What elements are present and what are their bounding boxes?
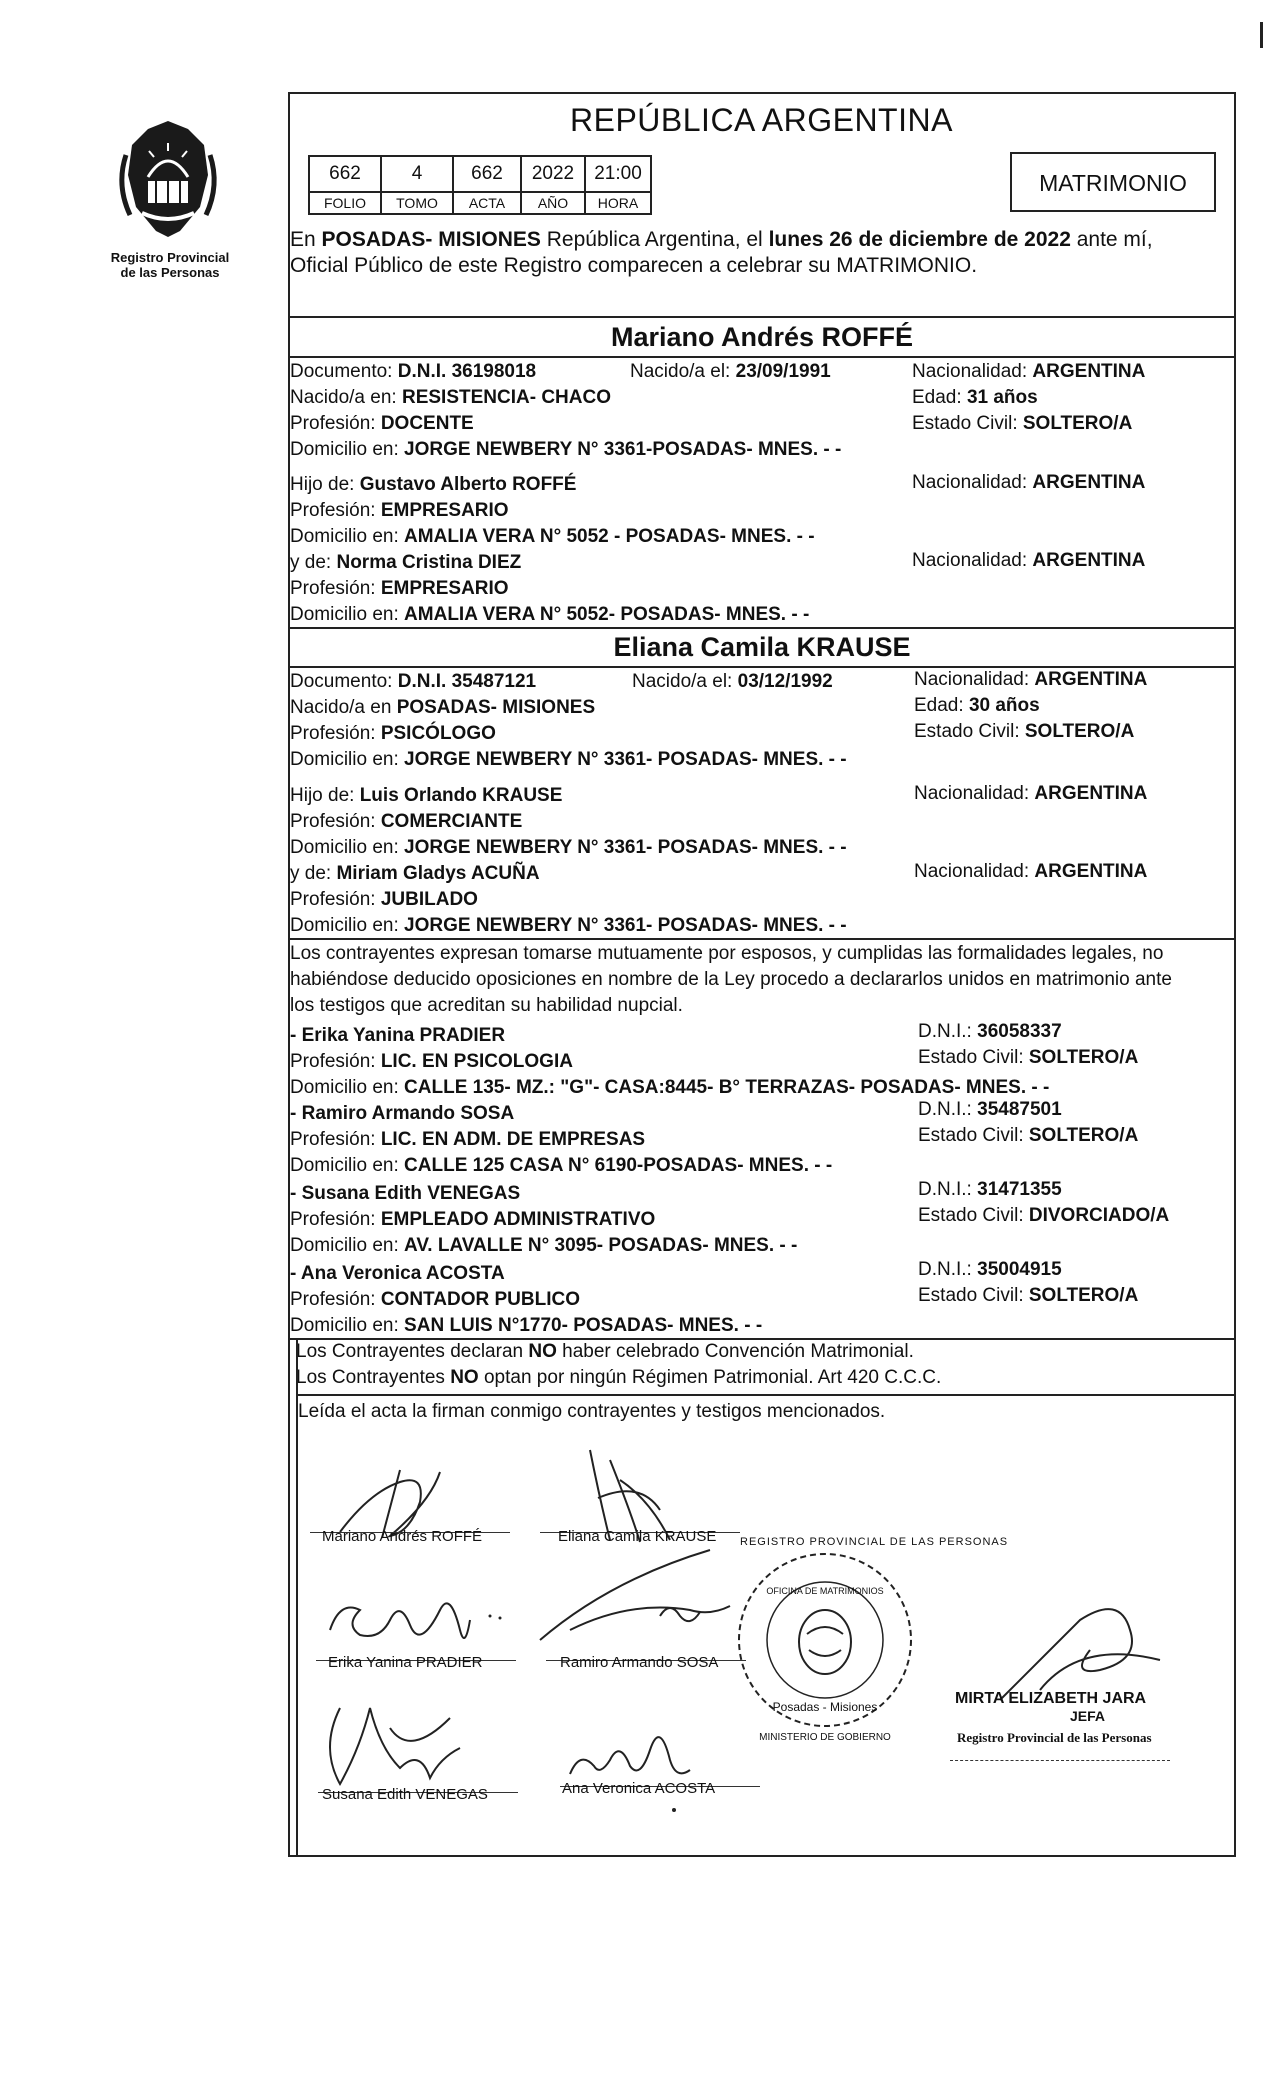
acta-label: ACTA bbox=[453, 192, 521, 214]
witness-dni: D.N.I.: 35004915 bbox=[918, 1259, 1062, 1280]
folio-label: FOLIO bbox=[309, 192, 381, 214]
ano-label: AÑO bbox=[521, 192, 585, 214]
declaration-line-1: Los contrayentes expresan tomarse mutuamente por esposos, y cumplidas las formalidades legales, no bbox=[290, 943, 1164, 964]
spouse1-mother-profession: Profesión: EMPRESARIO bbox=[290, 578, 509, 599]
witness-profession: Profesión: LIC. EN PSICOLOGIA bbox=[290, 1051, 573, 1072]
signature-label-4: Ramiro Armando SOSA bbox=[560, 1654, 719, 1671]
witness-profession: Profesión: CONTADOR PUBLICO bbox=[290, 1289, 580, 1310]
spouse1-father-address: Domicilio en: AMALIA VERA N° 5052 - POSADAS- MNES. - - bbox=[290, 526, 815, 547]
spouse1-birthdate: Nacido/a el: 23/09/1991 bbox=[630, 361, 831, 382]
official-name: MIRTA ELIZABETH JARA bbox=[955, 1690, 1147, 1707]
seal-ring-text: REGISTRO PROVINCIAL DE LAS PERSONAS bbox=[740, 1536, 1009, 1548]
witness-civil-status: Estado Civil: SOLTERO/A bbox=[918, 1125, 1139, 1146]
witness-civil-status: Estado Civil: SOLTERO/A bbox=[918, 1285, 1139, 1306]
spouse2-profession: Profesión: PSICÓLOGO bbox=[290, 723, 496, 744]
signature-drawing-3 bbox=[320, 1580, 510, 1660]
signature-drawing-6 bbox=[560, 1700, 700, 1790]
divider-convention-end bbox=[296, 1394, 1236, 1396]
spouse1-father-nationality: Nacionalidad: ARGENTINA bbox=[912, 472, 1146, 493]
witness-address: Domicilio en: AV. LAVALLE N° 3095- POSADAS- MNES. - - bbox=[290, 1235, 798, 1256]
spouse1-mother-address: Domicilio en: AMALIA VERA N° 5052- POSADAS- MNES. - - bbox=[290, 604, 810, 625]
intro-line-1: En POSADAS- MISIONES República Argentina, el lunes 26 de diciembre de 2022 ante mí, bbox=[290, 228, 1153, 251]
spouse2-mother-profession: Profesión: JUBILADO bbox=[290, 889, 478, 910]
spouse2-father-address: Domicilio en: JORGE NEWBERY N° 3361- POSADAS- MNES. - - bbox=[290, 837, 847, 858]
seal-inner-text: OFICINA DE MATRIMONIOS bbox=[766, 1586, 884, 1596]
logo-line-1: Registro Provincial bbox=[110, 250, 230, 265]
witness-name: - Susana Edith VENEGAS bbox=[290, 1183, 521, 1204]
spouse1-address: Domicilio en: JORGE NEWBERY N° 3361-POSADAS- MNES. - - bbox=[290, 439, 842, 460]
spouse1-civil-status: Estado Civil: SOLTERO/A bbox=[912, 413, 1133, 434]
province-seal-icon bbox=[108, 115, 228, 245]
official-office: Registro Provincial de las Personas bbox=[957, 1730, 1152, 1745]
folio-value: 662 bbox=[309, 156, 381, 192]
signature-drawing-5 bbox=[310, 1688, 480, 1798]
spouse2-father: Hijo de: Luis Orlando KRAUSE bbox=[290, 785, 563, 806]
witness-dni: D.N.I.: 35487501 bbox=[918, 1099, 1062, 1120]
spouse1-mother-nationality: Nacionalidad: ARGENTINA bbox=[912, 550, 1146, 571]
divider-spouse2-end bbox=[288, 938, 1236, 940]
witness-address: Domicilio en: SAN LUIS N°1770- POSADAS- MNES. - - bbox=[290, 1315, 763, 1336]
margin-mark bbox=[1260, 22, 1263, 48]
witness-name: - Ana Veronica ACOSTA bbox=[290, 1263, 505, 1284]
spouse2-documento: Documento: D.N.I. 35487121 bbox=[290, 671, 537, 692]
witness-address: Domicilio en: CALLE 125 CASA N° 6190-POSADAS- MNES. - - bbox=[290, 1155, 833, 1176]
declaration-line-2: habiéndose deducido oposiciones en nombre de la Ley procedo a declararlos unidos en matrimonio ante bbox=[290, 969, 1172, 990]
seal-bottom-text: Posadas - Misiones bbox=[772, 1700, 878, 1714]
divider-header bbox=[288, 316, 1236, 318]
spouse1-documento: Documento: D.N.I. 36198018 bbox=[290, 361, 537, 382]
witness-dni: D.N.I.: 36058337 bbox=[918, 1021, 1062, 1042]
spouse1-nationality: Nacionalidad: ARGENTINA bbox=[912, 361, 1146, 382]
hora-label: HORA bbox=[585, 192, 651, 214]
witness-profession: Profesión: LIC. EN ADM. DE EMPRESAS bbox=[290, 1129, 646, 1150]
spouse2-mother: y de: Miriam Gladys ACUÑA bbox=[290, 863, 540, 884]
official-role: JEFA bbox=[1070, 1708, 1106, 1724]
signature-label-2: Eliana Camila KRAUSE bbox=[558, 1528, 717, 1545]
spouse1-father-profession: Profesión: EMPRESARIO bbox=[290, 500, 509, 521]
ano-value: 2022 bbox=[521, 156, 585, 192]
spouse2-nationality: Nacionalidad: ARGENTINA bbox=[914, 669, 1148, 690]
spouse2-father-profession: Profesión: COMERCIANTE bbox=[290, 811, 523, 832]
convention-line-1: Los Contrayentes declaran NO haber celebrado Convención Matrimonial. bbox=[296, 1341, 914, 1362]
spouse2-civil-status: Estado Civil: SOLTERO/A bbox=[914, 721, 1135, 742]
spouse2-mother-nationality: Nacionalidad: ARGENTINA bbox=[914, 861, 1148, 882]
signature-label-6: Ana Veronica ACOSTA bbox=[562, 1780, 716, 1797]
witness-civil-status: Estado Civil: SOLTERO/A bbox=[918, 1047, 1139, 1068]
divider-spouse1 bbox=[288, 356, 1236, 358]
intro-line-2: Oficial Público de este Registro comparecen a celebrar su MATRIMONIO. bbox=[290, 254, 978, 277]
spouse2-mother-address: Domicilio en: JORGE NEWBERY N° 3361- POSADAS- MNES. - - bbox=[290, 915, 847, 936]
witness-name: - Erika Yanina PRADIER bbox=[290, 1025, 506, 1046]
spouse2-father-nationality: Nacionalidad: ARGENTINA bbox=[914, 783, 1148, 804]
acta-value: 662 bbox=[453, 156, 521, 192]
spouse1-mother: y de: Norma Cristina DIEZ bbox=[290, 552, 522, 573]
witness-address: Domicilio en: CALLE 135- MZ.: "G"- CASA:8445- B° TERRAZAS- POSADAS- MNES. - - bbox=[290, 1077, 1050, 1098]
spouse2-birthplace: Nacido/a en POSADAS- MISIONES bbox=[290, 697, 596, 718]
signature-label-1: Mariano Andrés ROFFÉ bbox=[322, 1528, 483, 1545]
signature-drawing-4 bbox=[530, 1540, 760, 1650]
spouse2-address: Domicilio en: JORGE NEWBERY N° 3361- POSADAS- MNES. - - bbox=[290, 749, 847, 770]
spouse2-age: Edad: 30 años bbox=[914, 695, 1040, 716]
logo-line-2: de las Personas bbox=[120, 265, 220, 280]
country-title: REPÚBLICA ARGENTINA bbox=[570, 102, 953, 138]
spouse2-name: Eliana Camila KRAUSE bbox=[613, 632, 911, 662]
act-type-box bbox=[1010, 152, 1216, 212]
witness-name: - Ramiro Armando SOSA bbox=[290, 1103, 515, 1124]
witness-profession: Profesión: EMPLEADO ADMINISTRATIVO bbox=[290, 1209, 656, 1230]
official-line bbox=[950, 1760, 1170, 1761]
seal-minister-text: MINISTERIO DE GOBIERNO bbox=[759, 1732, 891, 1743]
tomo-label: TOMO bbox=[381, 192, 453, 214]
spouse1-name: Mariano Andrés ROFFÉ bbox=[610, 322, 914, 352]
spouse1-profession: Profesión: DOCENTE bbox=[290, 413, 474, 434]
witness-dni: D.N.I.: 31471355 bbox=[918, 1179, 1062, 1200]
ink-dot bbox=[672, 1808, 676, 1812]
witness-civil-status: Estado Civil: DIVORCIADO/A bbox=[918, 1205, 1170, 1226]
registry-table bbox=[308, 155, 652, 215]
signature-label-3: Erika Yanina PRADIER bbox=[328, 1654, 483, 1671]
spouse1-age: Edad: 31 años bbox=[912, 387, 1038, 408]
convention-line-2: Los Contrayentes NO optan por ningún Régimen Patrimonial. Art 420 C.C.C. bbox=[296, 1367, 942, 1388]
closing-statement: Leída el acta la firman conmigo contrayentes y testigos mencionados. bbox=[298, 1401, 886, 1422]
spouse2-birthdate: Nacido/a el: 03/12/1992 bbox=[632, 671, 833, 692]
divider-spouse1-end bbox=[288, 627, 1236, 629]
signature-label-5: Susana Edith VENEGAS bbox=[322, 1786, 488, 1803]
tomo-value: 4 bbox=[381, 156, 453, 192]
spouse1-birthplace: Nacido/a en: RESISTENCIA- CHACO bbox=[290, 387, 611, 408]
hora-value: 21:00 bbox=[585, 156, 651, 192]
declaration-line-3: los testigos que acreditan su habilidad nupcial. bbox=[290, 995, 683, 1016]
spouse1-father: Hijo de: Gustavo Alberto ROFFÉ bbox=[290, 474, 577, 495]
act-type: MATRIMONIO bbox=[1039, 170, 1187, 196]
